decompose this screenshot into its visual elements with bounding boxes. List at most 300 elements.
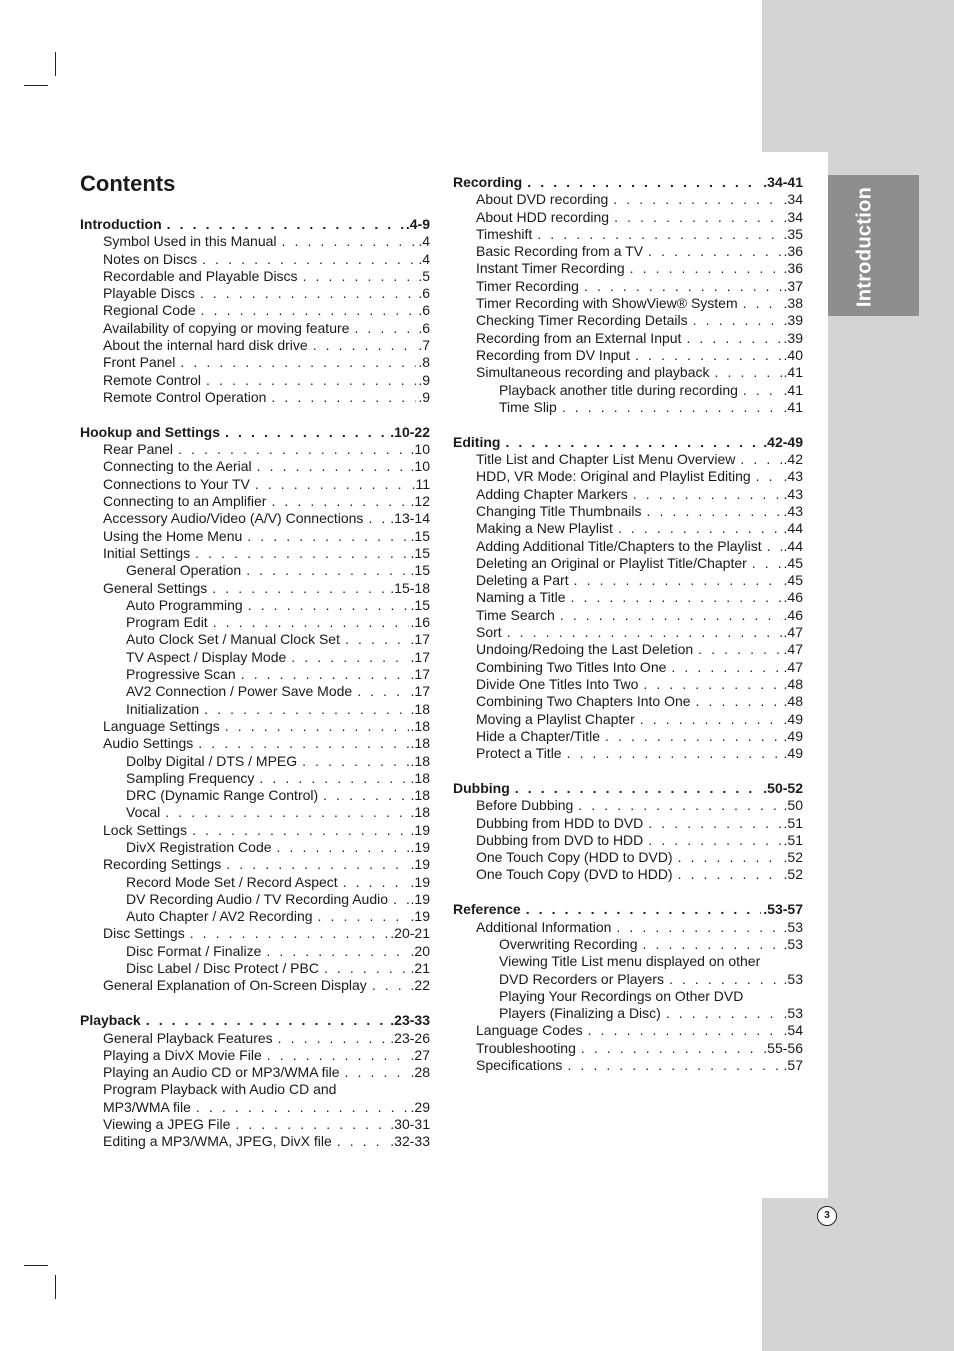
toc-entry-page: .42 xyxy=(783,451,803,468)
dot-leader xyxy=(206,372,416,389)
toc-entry-title: Undoing/Redoing the Last Deletion xyxy=(476,641,694,658)
dot-leader xyxy=(180,354,416,371)
toc-entry-page: .34-41 xyxy=(763,174,803,190)
toc-entry-page: .17 xyxy=(410,683,430,700)
dot-leader xyxy=(693,312,782,329)
toc-column-left xyxy=(80,216,430,1151)
dot-leader xyxy=(588,1022,782,1039)
toc-entry-title: Rear Panel xyxy=(103,441,174,458)
toc-entry xyxy=(80,614,430,631)
toc-entry xyxy=(80,787,430,804)
toc-entry-title: MP3/WMA file xyxy=(103,1098,191,1115)
toc-entry-title: Language Codes xyxy=(476,1022,583,1039)
toc-entry xyxy=(80,354,430,371)
toc-entry-page: .5 xyxy=(418,267,430,284)
dot-leader xyxy=(282,233,417,250)
toc-section-heading xyxy=(80,424,430,441)
toc-entry-title: Viewing a JPEG File xyxy=(103,1116,231,1133)
toc-entry-title: Additional Information xyxy=(476,918,612,935)
toc-entry-title: Instant Timer Recording xyxy=(476,260,625,277)
toc-entry-title: Initial Settings xyxy=(103,544,191,561)
toc-entry-title: Sampling Frequency xyxy=(126,769,255,786)
toc-entry-title: Editing a MP3/WMA, JPEG, DivX file xyxy=(103,1133,332,1150)
toc-entry-title: Naming a Title xyxy=(476,589,566,606)
toc-entry-page: .15-18 xyxy=(390,579,430,596)
toc-entry-title: Before Dubbing xyxy=(476,797,574,814)
dot-leader xyxy=(257,458,409,475)
toc-entry xyxy=(80,597,430,614)
toc-entry-title: Dolby Digital / DTS / MPEG xyxy=(126,752,298,769)
dot-leader xyxy=(605,728,782,745)
toc-entry xyxy=(453,797,803,814)
toc-entry xyxy=(80,302,430,319)
toc-entry-page: .19 xyxy=(410,890,430,907)
dot-leader xyxy=(201,302,417,319)
toc-entry-title: About HDD recording xyxy=(476,208,610,225)
toc-entry-title: General Playback Features xyxy=(103,1029,273,1046)
dot-leader xyxy=(678,849,782,866)
toc-entry-title: Changing Title Thumbnails xyxy=(476,502,642,519)
toc-entry-title: Initialization xyxy=(126,700,200,717)
toc-entry xyxy=(453,711,803,728)
toc-entry xyxy=(80,1030,430,1047)
toc-entry-page: .49 xyxy=(783,745,803,762)
toc-entry xyxy=(453,971,803,988)
toc-entry-title: Adding Chapter Markers xyxy=(476,485,628,502)
toc-entry-page: .41 xyxy=(783,381,803,398)
dot-leader xyxy=(635,347,781,364)
toc-entry xyxy=(453,624,803,641)
dot-leader xyxy=(618,520,782,537)
toc-entry-title: DVD Recorders or Players xyxy=(499,970,664,987)
dot-leader xyxy=(526,901,762,918)
toc-entry-page: .23-33 xyxy=(390,1012,430,1029)
toc-entry xyxy=(453,988,803,1005)
toc-entry-title: Basic Recording from a TV xyxy=(476,243,644,260)
toc-entry xyxy=(80,389,430,406)
toc-entry-title: Recording from DV Input xyxy=(476,346,631,363)
toc-entry-title: About DVD recording xyxy=(476,191,609,208)
dot-leader xyxy=(740,451,781,468)
toc-entry-page: .34 xyxy=(783,208,803,225)
toc-entry-title: Program Edit xyxy=(126,614,208,631)
toc-entry-title: Deleting a Part xyxy=(476,572,569,589)
toc-entry-page: .10 xyxy=(410,458,430,475)
toc-entry xyxy=(453,953,803,970)
toc-entry-page: .34 xyxy=(783,191,803,208)
toc-entry-title: Playback xyxy=(80,1012,141,1029)
toc-entry-page: .18 xyxy=(410,717,430,734)
toc-entry-title: Introduction xyxy=(80,216,162,232)
dot-leader xyxy=(318,908,409,925)
dot-leader xyxy=(562,399,782,416)
toc-entry-title: Front Panel xyxy=(103,354,176,371)
toc-entry xyxy=(453,919,803,936)
toc-entry-page: .4-9 xyxy=(405,216,430,232)
toc-entry-title: One Touch Copy (DVD to HDD) xyxy=(476,866,673,883)
toc-entry-page: .54 xyxy=(783,1022,803,1039)
toc-entry-title: Remote Control Operation xyxy=(103,388,267,405)
toc-entry-page: .53 xyxy=(783,918,803,935)
toc-entry xyxy=(80,320,430,337)
toc-entry xyxy=(453,278,803,295)
dot-leader xyxy=(648,243,782,260)
toc-entry-title: Protect a Title xyxy=(476,745,562,762)
toc-entry xyxy=(80,891,430,908)
toc-entry-page: .9 xyxy=(418,371,430,388)
toc-entry-page: .8 xyxy=(418,354,430,371)
toc-entry-page: .19 xyxy=(410,908,430,925)
dot-leader xyxy=(354,320,416,337)
toc-entry-page: .38 xyxy=(783,295,803,312)
toc-entry xyxy=(453,555,803,572)
toc-entry-page: .53 xyxy=(783,1005,803,1022)
dot-leader xyxy=(560,607,782,624)
dot-leader xyxy=(271,493,408,510)
toc-entry xyxy=(453,503,803,520)
toc-entry xyxy=(453,676,803,693)
toc-entry xyxy=(80,528,430,545)
toc-entry-page: .49 xyxy=(783,710,803,727)
toc-entry xyxy=(80,476,430,493)
toc-entry-title: General Explanation of On-Screen Display xyxy=(103,977,367,994)
toc-entry xyxy=(453,745,803,762)
toc-entry xyxy=(453,641,803,658)
toc-entry-title: Notes on Discs xyxy=(103,250,198,267)
toc-entry xyxy=(453,330,803,347)
toc-entry xyxy=(453,347,803,364)
toc-entry-page: .48 xyxy=(783,675,803,692)
toc-entry-page: .15 xyxy=(410,596,430,613)
page-number: 3 xyxy=(817,1206,837,1226)
toc-entry-title: Program Playback with Audio CD and xyxy=(103,1081,337,1098)
toc-entry-page: .7 xyxy=(418,337,430,354)
dot-leader xyxy=(357,683,408,700)
toc-entry xyxy=(453,936,803,953)
dot-leader xyxy=(613,191,781,208)
dot-leader xyxy=(165,804,408,821)
toc-entry xyxy=(80,874,430,891)
toc-entry-page: .53-57 xyxy=(763,901,803,918)
toc-entry xyxy=(80,1064,430,1081)
toc-entry-title: Record Mode Set / Record Aspect xyxy=(126,873,338,890)
toc-entry xyxy=(453,1040,803,1057)
toc-entry-page: .12 xyxy=(410,493,430,510)
toc-section-heading xyxy=(80,216,430,233)
toc-entry-page: .20 xyxy=(410,942,430,959)
dot-leader xyxy=(202,251,416,268)
toc-entry xyxy=(80,753,430,770)
toc-entry-page: .18 xyxy=(410,752,430,769)
dot-leader xyxy=(686,330,781,347)
toc-entry-page: .18 xyxy=(410,769,430,786)
toc-entry-page: .17 xyxy=(410,648,430,665)
toc-entry-page: .19 xyxy=(410,838,430,855)
toc-entry-title: Disc Label / Disc Protect / PBC xyxy=(126,960,319,977)
toc-entry-title: AV2 Connection / Power Save Mode xyxy=(126,683,353,700)
dot-leader xyxy=(241,666,409,683)
dot-leader xyxy=(343,874,409,891)
toc-entry-title: Accessory Audio/Video (A/V) Connections xyxy=(103,510,364,527)
toc-entry xyxy=(453,209,803,226)
toc-entry xyxy=(80,268,430,285)
toc-entry xyxy=(453,659,803,676)
toc-entry-page: .35 xyxy=(783,225,803,242)
toc-entry-title: Auto Programming xyxy=(126,596,243,613)
toc-entry xyxy=(80,580,430,597)
toc-entry-page: .22 xyxy=(410,977,430,994)
toc-entry xyxy=(453,1005,803,1022)
toc-entry-title: Disc Format / Finalize xyxy=(126,942,262,959)
toc-entry xyxy=(453,607,803,624)
dot-leader xyxy=(267,1047,409,1064)
toc-entry-page: .4 xyxy=(418,250,430,267)
toc-entry xyxy=(80,804,430,821)
toc-entry-page: .45 xyxy=(783,554,803,571)
toc-entry-page: .51 xyxy=(783,814,803,831)
crop-mark xyxy=(24,85,48,86)
toc-entry xyxy=(80,977,430,994)
dot-leader xyxy=(225,718,409,735)
toc-entry-page: .6 xyxy=(418,285,430,302)
dot-leader xyxy=(678,866,782,883)
toc-entry-title: Timer Recording with ShowView® System xyxy=(476,295,738,312)
toc-entry xyxy=(453,728,803,745)
toc-entry-title: Vocal xyxy=(126,804,161,821)
toc-entry-title: Regional Code xyxy=(103,302,196,319)
toc-entry xyxy=(453,1022,803,1039)
dot-leader xyxy=(669,971,782,988)
toc-entry-page: .39 xyxy=(783,312,803,329)
toc-entry-title: Using the Home Menu xyxy=(103,527,243,544)
toc-entry xyxy=(80,545,430,562)
section-spacer xyxy=(80,406,430,424)
toc-entry-title: Overwriting Recording xyxy=(499,935,638,952)
toc-entry-title: Viewing Title List menu displayed on other xyxy=(499,953,761,970)
dot-leader xyxy=(537,226,781,243)
dot-leader xyxy=(266,943,408,960)
toc-entry-page: .18 xyxy=(410,700,430,717)
toc-entry-page: .10-22 xyxy=(390,423,430,440)
toc-entry-title: Recording xyxy=(453,174,523,190)
toc-section-heading xyxy=(453,780,803,797)
toc-entry-title: Dubbing xyxy=(453,779,510,796)
toc-entry xyxy=(453,849,803,866)
toc-entry-page: .44 xyxy=(783,537,803,554)
dot-leader xyxy=(698,641,781,658)
toc-entry-page: .50-52 xyxy=(763,779,803,796)
crop-mark xyxy=(24,1265,48,1266)
toc-entry-title: Making a New Playlist xyxy=(476,520,613,537)
toc-entry xyxy=(80,458,430,475)
toc-entry-page: .37 xyxy=(783,277,803,294)
toc-entry-page: .15 xyxy=(410,527,430,544)
dot-leader xyxy=(570,589,781,606)
dot-leader xyxy=(567,745,782,762)
toc-entry xyxy=(453,468,803,485)
toc-entry-title: General Settings xyxy=(103,579,208,596)
dot-leader xyxy=(578,797,781,814)
dot-leader xyxy=(226,856,408,873)
toc-entry xyxy=(453,520,803,537)
toc-entry-title: Troubleshooting xyxy=(476,1039,576,1056)
toc-entry-page: .43 xyxy=(783,502,803,519)
toc-entry xyxy=(80,493,430,510)
toc-entry-title: About the internal hard disk drive xyxy=(103,337,308,354)
toc-entry-title: Time Search xyxy=(476,606,555,623)
dot-leader xyxy=(323,787,408,804)
toc-entry xyxy=(80,1099,430,1116)
toc-entry xyxy=(80,649,430,666)
dot-leader xyxy=(178,441,408,458)
dot-leader xyxy=(277,839,409,856)
dot-leader xyxy=(567,1057,781,1074)
toc-entry xyxy=(80,735,430,752)
toc-entry-page: .36 xyxy=(783,243,803,260)
toc-entry-title: TV Aspect / Display Mode xyxy=(126,648,287,665)
toc-entry xyxy=(80,943,430,960)
toc-entry-title: Timer Recording xyxy=(476,277,579,294)
toc-entry-page: .57 xyxy=(783,1057,803,1074)
dot-leader xyxy=(204,701,408,718)
dot-leader xyxy=(696,693,782,710)
dot-leader xyxy=(648,815,781,832)
dot-leader xyxy=(313,337,417,354)
dot-leader xyxy=(235,1116,388,1133)
toc-entry-title: Language Settings xyxy=(103,717,220,734)
toc-entry xyxy=(453,382,803,399)
toc-entry xyxy=(453,364,803,381)
dot-leader xyxy=(527,174,761,191)
toc-entry-title: Playback another title during recording xyxy=(499,381,738,398)
toc-entry-page: .16 xyxy=(410,614,430,631)
toc-entry xyxy=(80,251,430,268)
dot-leader xyxy=(302,753,408,770)
dot-leader xyxy=(303,268,417,285)
crop-mark xyxy=(55,1275,56,1299)
dot-leader xyxy=(507,624,782,641)
dot-leader xyxy=(633,486,782,503)
toc-entry-title: Playing an Audio CD or MP3/WMA file xyxy=(103,1064,340,1081)
toc-entry-page: .40 xyxy=(783,346,803,363)
toc-entry-page: .29 xyxy=(410,1098,430,1115)
dot-leader xyxy=(291,649,408,666)
toc-entry-title: Connecting to an Amplifier xyxy=(103,493,267,510)
dot-leader xyxy=(198,735,408,752)
toc-entry-page: .9 xyxy=(418,388,430,405)
dot-leader xyxy=(324,960,409,977)
toc-entry-page: .19 xyxy=(410,821,430,838)
toc-entry xyxy=(453,191,803,208)
section-spacer xyxy=(80,995,430,1013)
toc-entry-page: .15 xyxy=(410,562,430,579)
dot-leader xyxy=(225,424,388,441)
toc-entry xyxy=(453,572,803,589)
toc-entry-page: .18 xyxy=(410,787,430,804)
dot-leader xyxy=(616,919,781,936)
toc-entry-page: .36 xyxy=(783,260,803,277)
dot-leader xyxy=(248,597,409,614)
toc-entry-page: .47 xyxy=(783,658,803,675)
toc-entry-page: .18 xyxy=(410,804,430,821)
dot-leader xyxy=(255,476,410,493)
toc-entry-title: Checking Timer Recording Details xyxy=(476,312,688,329)
toc-entry-page: .4 xyxy=(418,233,430,250)
dot-leader xyxy=(647,503,782,520)
toc-entry-page: .30-31 xyxy=(390,1116,430,1133)
dot-leader xyxy=(584,278,782,295)
toc-entry xyxy=(80,1081,430,1098)
toc-entry-title: Reference xyxy=(453,901,521,918)
dot-leader xyxy=(196,1099,409,1116)
toc-entry xyxy=(80,1133,430,1150)
toc-entry-title: Symbol Used in this Manual xyxy=(103,233,277,250)
toc-entry xyxy=(80,510,430,527)
toc-entry-page: .15 xyxy=(410,544,430,561)
dot-leader xyxy=(345,631,409,648)
toc-entry-page: .46 xyxy=(783,589,803,606)
dot-leader xyxy=(666,1005,782,1022)
toc-entry xyxy=(453,451,803,468)
toc-entry xyxy=(80,839,430,856)
toc-entry-page: .51 xyxy=(783,831,803,848)
toc-entry xyxy=(453,295,803,312)
toc-entry xyxy=(80,908,430,925)
toc-entry-title: Playing Your Recordings on Other DVD xyxy=(499,987,744,1004)
toc-entry-page: .41 xyxy=(783,364,803,381)
section-spacer xyxy=(453,884,803,902)
toc-entry-title: Combining Two Titles Into One xyxy=(476,658,667,675)
toc-entry-page: .50 xyxy=(783,797,803,814)
toc-entry-title: Hide a Chapter/Title xyxy=(476,727,600,744)
toc-entry-title: Simultaneous recording and playback xyxy=(476,364,710,381)
toc-entry xyxy=(80,925,430,942)
toc-entry-page: .32-33 xyxy=(390,1133,430,1150)
toc-entry-title: Playing a DivX Movie File xyxy=(103,1046,262,1063)
dot-leader xyxy=(200,285,416,302)
toc-entry-title: One Touch Copy (HDD to DVD) xyxy=(476,849,673,866)
toc-entry-title: Availability of copying or moving feature xyxy=(103,319,350,336)
toc-section-heading xyxy=(80,1012,430,1029)
dot-leader xyxy=(337,1133,389,1150)
toc-entry xyxy=(80,233,430,250)
toc-entry xyxy=(80,372,430,389)
dot-leader xyxy=(581,1040,761,1057)
toc-entry xyxy=(453,226,803,243)
toc-entry-title: DivX Registration Code xyxy=(126,838,272,855)
dot-leader xyxy=(278,1030,389,1047)
toc-entry-page: .47 xyxy=(783,624,803,641)
toc-entry-page: .19 xyxy=(410,856,430,873)
dot-leader xyxy=(368,510,388,527)
toc-entry-page: .43 xyxy=(783,485,803,502)
toc-entry-title: Playable Discs xyxy=(103,285,195,302)
toc-entry-page: .49 xyxy=(783,727,803,744)
dot-leader xyxy=(259,770,408,787)
dot-leader xyxy=(247,528,408,545)
toc-entry-page: .45 xyxy=(783,572,803,589)
toc-entry xyxy=(80,856,430,873)
section-tab xyxy=(828,175,919,316)
dot-leader xyxy=(671,659,781,676)
toc-entry-title: Disc Settings xyxy=(103,925,185,942)
toc-entry-title: DRC (Dynamic Range Control) xyxy=(126,787,319,804)
dot-leader xyxy=(515,780,762,797)
toc-entry-page: .52 xyxy=(783,866,803,883)
dot-leader xyxy=(767,538,782,555)
toc-entry-title: Specifications xyxy=(476,1057,563,1074)
dot-leader xyxy=(643,936,782,953)
